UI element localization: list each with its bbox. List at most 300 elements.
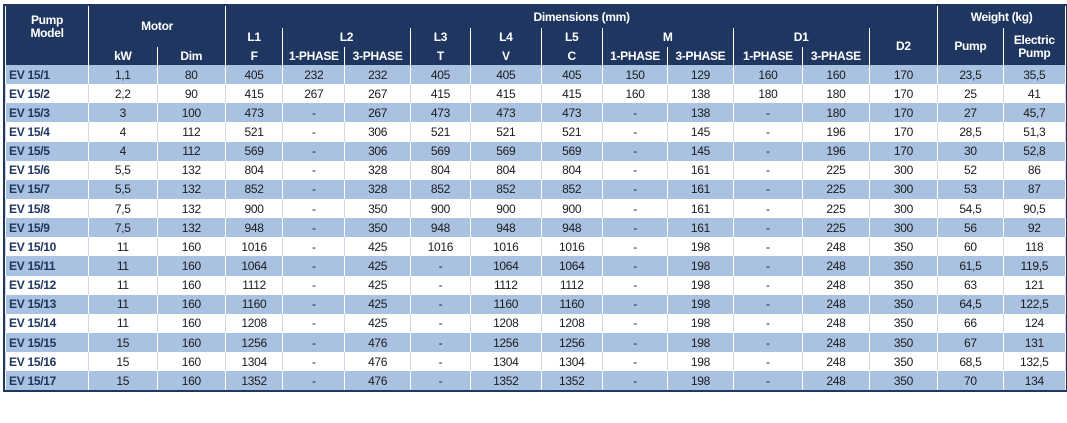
table-cell: 15 (89, 352, 158, 371)
table-cell: 35,5 (1003, 65, 1065, 84)
header-m: M (602, 28, 733, 47)
table-cell: - (410, 352, 470, 371)
table-cell: 306 (345, 142, 410, 161)
table-cell: 129 (668, 65, 733, 84)
table-cell: - (602, 180, 667, 199)
table-cell: - (602, 295, 667, 314)
table-cell: 27 (938, 103, 1003, 122)
cell-pump-model: EV 15/8 (6, 199, 89, 218)
table-cell: 170 (869, 103, 938, 122)
table-row (6, 180, 1066, 199)
table-cell: 30 (938, 142, 1003, 161)
header-t: T (410, 47, 470, 65)
table-cell: - (602, 218, 667, 237)
table-cell: 248 (803, 333, 869, 352)
header-motor: Motor (89, 6, 226, 47)
table-body (6, 65, 1066, 390)
table-cell: 569 (541, 142, 602, 161)
table-cell: 112 (157, 122, 226, 141)
table-cell: 4 (89, 122, 158, 141)
table-cell: 196 (803, 122, 869, 141)
table-cell: - (410, 276, 470, 295)
table-cell: 1256 (541, 333, 602, 352)
header-electric-line1: Electric (1013, 32, 1055, 47)
header-f: F (226, 47, 283, 65)
table-cell: 248 (803, 237, 869, 256)
table-cell: 1352 (541, 371, 602, 390)
header-d1-3phase: 3-PHASE (803, 47, 869, 65)
table-cell: - (733, 295, 803, 314)
table-cell: 68,5 (938, 352, 1003, 371)
table-cell: 425 (345, 276, 410, 295)
table-cell: 70 (938, 371, 1003, 390)
table-cell: 405 (226, 65, 283, 84)
table-cell: 51,3 (1003, 122, 1065, 141)
table-row (6, 218, 1066, 237)
table-cell: 267 (283, 84, 345, 103)
cell-pump-model: EV 15/11 (6, 256, 89, 275)
table-cell: 160 (157, 256, 226, 275)
table-cell: - (602, 122, 667, 141)
header-dim: Dim (157, 47, 226, 65)
table-cell: 425 (345, 237, 410, 256)
table-cell: 569 (410, 142, 470, 161)
table-cell: - (410, 371, 470, 390)
table-cell: - (410, 256, 470, 275)
table-cell: 1064 (226, 256, 283, 275)
table-cell: - (283, 371, 345, 390)
table-cell: - (733, 352, 803, 371)
table-cell: 160 (602, 84, 667, 103)
table-cell: - (602, 142, 667, 161)
cell-pump-model: EV 15/16 (6, 352, 89, 371)
table-cell: - (733, 103, 803, 122)
table-cell: 196 (803, 142, 869, 161)
header-weight-pump: Pump (938, 28, 1003, 65)
table-cell: 41 (1003, 84, 1065, 103)
table-cell: - (733, 314, 803, 333)
table-cell: 170 (869, 122, 938, 141)
table-cell: 248 (803, 256, 869, 275)
table-cell: 90,5 (1003, 199, 1065, 218)
table-cell: 350 (869, 295, 938, 314)
table-cell: 132 (157, 180, 226, 199)
header-d1-1phase: 1-PHASE (733, 47, 803, 65)
table-cell: 119,5 (1003, 256, 1065, 275)
table-cell: - (733, 333, 803, 352)
header-v: V (471, 47, 542, 65)
table-cell: 1208 (226, 314, 283, 333)
table-cell: - (283, 199, 345, 218)
table-cell: 300 (869, 161, 938, 180)
table-cell: 64,5 (938, 295, 1003, 314)
table-cell: 132 (157, 199, 226, 218)
table-cell: 90 (157, 84, 226, 103)
table-cell: 248 (803, 352, 869, 371)
table-cell: 11 (89, 256, 158, 275)
table-cell: - (602, 256, 667, 275)
cell-pump-model: EV 15/2 (6, 84, 89, 103)
table-cell: 25 (938, 84, 1003, 103)
table-cell: 350 (345, 218, 410, 237)
table-cell: 350 (869, 237, 938, 256)
table-cell: 350 (869, 276, 938, 295)
table-cell: 248 (803, 371, 869, 390)
header-pump-model (6, 6, 89, 47)
table-cell: 161 (668, 161, 733, 180)
table-cell: 900 (471, 199, 542, 218)
table-cell: - (733, 180, 803, 199)
table-cell: 45,7 (1003, 103, 1065, 122)
table-cell: 15 (89, 333, 158, 352)
table-cell: 852 (541, 180, 602, 199)
table-cell: 415 (471, 84, 542, 103)
table-cell: 7,5 (89, 218, 158, 237)
table-cell: 804 (410, 161, 470, 180)
table-cell: 11 (89, 276, 158, 295)
header-kw: kW (89, 47, 158, 65)
table-cell: 160 (803, 65, 869, 84)
table-cell: 473 (226, 103, 283, 122)
table-cell: - (410, 333, 470, 352)
table-cell: 1304 (471, 352, 542, 371)
table-cell: 11 (89, 237, 158, 256)
table-cell: 1208 (541, 314, 602, 333)
table-cell: - (283, 180, 345, 199)
table-cell: - (602, 352, 667, 371)
table-cell: - (283, 276, 345, 295)
table-cell: - (283, 122, 345, 141)
table-cell: 160 (157, 237, 226, 256)
table-cell: 63 (938, 276, 1003, 295)
table-cell: 198 (668, 256, 733, 275)
cell-pump-model: EV 15/7 (6, 180, 89, 199)
cell-pump-model: EV 15/3 (6, 103, 89, 122)
table-cell: 232 (345, 65, 410, 84)
table-cell: 521 (226, 122, 283, 141)
table-cell: 160 (157, 333, 226, 352)
table-cell: 1112 (471, 276, 542, 295)
table-cell: 1352 (226, 371, 283, 390)
table-cell: 900 (541, 199, 602, 218)
table-cell: 225 (803, 161, 869, 180)
table-cell: - (733, 256, 803, 275)
table-cell: - (733, 142, 803, 161)
table-row (6, 295, 1066, 314)
table-cell: 7,5 (89, 199, 158, 218)
table-row (6, 352, 1066, 371)
table-cell: 52,8 (1003, 142, 1065, 161)
table-cell: 161 (668, 218, 733, 237)
header-m-1phase: 1-PHASE (602, 47, 667, 65)
table-cell: 350 (869, 352, 938, 371)
table-cell: 948 (410, 218, 470, 237)
table-cell: 1160 (471, 295, 542, 314)
table-row (6, 199, 1066, 218)
header-electric-line2: Pump (1018, 45, 1051, 60)
table-cell: 15 (89, 371, 158, 390)
header-l3: L3 (410, 28, 470, 47)
table-row (6, 276, 1066, 295)
table-cell: - (733, 122, 803, 141)
table-cell: - (733, 161, 803, 180)
table-cell: 54,5 (938, 199, 1003, 218)
table-cell: - (733, 237, 803, 256)
table-cell: 118 (1003, 237, 1065, 256)
table-cell: 160 (157, 371, 226, 390)
table-cell: 328 (345, 161, 410, 180)
table-cell: 180 (803, 84, 869, 103)
table-cell: 852 (226, 180, 283, 199)
table-cell: 132 (157, 218, 226, 237)
table-cell: 350 (869, 371, 938, 390)
cell-pump-model: EV 15/1 (6, 65, 89, 84)
table-cell: 476 (345, 352, 410, 371)
table-row (6, 314, 1066, 333)
table-cell: 1064 (541, 256, 602, 275)
spec-table-container (3, 4, 1067, 392)
table-cell: 415 (226, 84, 283, 103)
table-cell: 160 (157, 276, 226, 295)
table-header (6, 6, 1066, 65)
header-c: C (541, 47, 602, 65)
table-cell: 160 (157, 314, 226, 333)
header-l2: L2 (283, 28, 411, 47)
table-cell: 61,5 (938, 256, 1003, 275)
table-cell: - (733, 276, 803, 295)
table-cell: 248 (803, 276, 869, 295)
table-row (6, 142, 1066, 161)
table-cell: - (283, 161, 345, 180)
header-l5: L5 (541, 28, 602, 47)
table-cell: 160 (157, 352, 226, 371)
table-cell: 132 (157, 161, 226, 180)
table-cell: - (283, 314, 345, 333)
table-cell: 415 (541, 84, 602, 103)
cell-pump-model: EV 15/9 (6, 218, 89, 237)
table-cell: 900 (410, 199, 470, 218)
table-cell: 1064 (471, 256, 542, 275)
table-row (6, 161, 1066, 180)
header-weight: Weight (kg) (938, 6, 1066, 28)
cell-pump-model: EV 15/4 (6, 122, 89, 141)
table-cell: - (733, 218, 803, 237)
table-cell: 52 (938, 161, 1003, 180)
header-dimensions: Dimensions (mm) (226, 6, 938, 28)
table-cell: 473 (410, 103, 470, 122)
table-cell: 1,1 (89, 65, 158, 84)
table-cell: 160 (157, 295, 226, 314)
table-cell: 425 (345, 295, 410, 314)
table-cell: 804 (541, 161, 602, 180)
table-cell: 1112 (226, 276, 283, 295)
table-cell: 180 (733, 84, 803, 103)
table-cell: 11 (89, 295, 158, 314)
table-cell: 804 (226, 161, 283, 180)
table-cell: 306 (345, 122, 410, 141)
table-cell: 521 (410, 122, 470, 141)
table-cell: 5,5 (89, 180, 158, 199)
table-cell: - (283, 333, 345, 352)
table-cell: 124 (1003, 314, 1065, 333)
table-cell: 350 (869, 333, 938, 352)
table-row (6, 256, 1066, 275)
table-cell: - (410, 314, 470, 333)
table-cell: 1112 (541, 276, 602, 295)
table-cell: 225 (803, 180, 869, 199)
table-cell: 2,2 (89, 84, 158, 103)
table-cell: 198 (668, 276, 733, 295)
table-cell: 1304 (226, 352, 283, 371)
table-cell: 1352 (471, 371, 542, 390)
table-cell: 1016 (410, 237, 470, 256)
table-cell: 11 (89, 314, 158, 333)
table-cell: 1160 (541, 295, 602, 314)
table-row (6, 371, 1066, 390)
table-cell: 28,5 (938, 122, 1003, 141)
table-cell: - (410, 295, 470, 314)
table-cell: - (733, 199, 803, 218)
header-l2-3phase: 3-PHASE (345, 47, 410, 65)
table-cell: 23,5 (938, 65, 1003, 84)
table-cell: 350 (869, 256, 938, 275)
table-cell: 415 (410, 84, 470, 103)
table-cell: - (283, 218, 345, 237)
table-cell: 1016 (471, 237, 542, 256)
table-cell: 569 (471, 142, 542, 161)
table-cell: 198 (668, 314, 733, 333)
table-cell: 248 (803, 314, 869, 333)
table-cell: - (602, 333, 667, 352)
table-cell: 328 (345, 180, 410, 199)
table-cell: 198 (668, 333, 733, 352)
table-cell: 405 (541, 65, 602, 84)
table-row (6, 122, 1066, 141)
table-row (6, 237, 1066, 256)
table-cell: 112 (157, 142, 226, 161)
cell-pump-model: EV 15/15 (6, 333, 89, 352)
table-cell: 170 (869, 142, 938, 161)
table-cell: 852 (410, 180, 470, 199)
table-cell: 122,5 (1003, 295, 1065, 314)
table-cell: 121 (1003, 276, 1065, 295)
table-cell: 161 (668, 199, 733, 218)
table-cell: 160 (733, 65, 803, 84)
table-cell: 948 (471, 218, 542, 237)
table-row (6, 65, 1066, 84)
table-cell: 521 (471, 122, 542, 141)
table-cell: 138 (668, 103, 733, 122)
table-cell: 900 (226, 199, 283, 218)
table-cell: 86 (1003, 161, 1065, 180)
table-cell: - (602, 237, 667, 256)
table-cell: 521 (541, 122, 602, 141)
table-cell: 1256 (471, 333, 542, 352)
table-cell: 248 (803, 295, 869, 314)
table-cell: - (283, 237, 345, 256)
table-cell: 198 (668, 295, 733, 314)
table-cell: - (602, 199, 667, 218)
table-cell: 804 (471, 161, 542, 180)
table-cell: - (602, 161, 667, 180)
table-cell: 87 (1003, 180, 1065, 199)
table-cell: 53 (938, 180, 1003, 199)
table-cell: 948 (541, 218, 602, 237)
table-cell: - (602, 103, 667, 122)
table-cell: 1160 (226, 295, 283, 314)
table-cell: 1016 (226, 237, 283, 256)
cell-pump-model: EV 15/6 (6, 161, 89, 180)
table-cell: - (602, 276, 667, 295)
table-cell: - (283, 103, 345, 122)
table-cell: 132,5 (1003, 352, 1065, 371)
table-cell: 569 (226, 142, 283, 161)
table-cell: 180 (803, 103, 869, 122)
table-cell: 170 (869, 65, 938, 84)
table-cell: - (733, 371, 803, 390)
table-cell: 198 (668, 352, 733, 371)
header-pump-model-line1: Pump (30, 12, 64, 27)
header-l2-1phase: 1-PHASE (283, 47, 345, 65)
table-cell: 145 (668, 142, 733, 161)
table-cell: 473 (471, 103, 542, 122)
table-cell: 267 (345, 84, 410, 103)
cell-pump-model: EV 15/13 (6, 295, 89, 314)
table-cell: 1304 (541, 352, 602, 371)
cell-pump-model: EV 15/12 (6, 276, 89, 295)
cell-pump-model: EV 15/5 (6, 142, 89, 161)
table-cell: 60 (938, 237, 1003, 256)
header-d1: D1 (733, 28, 869, 47)
table-cell: 198 (668, 237, 733, 256)
table-cell: 161 (668, 180, 733, 199)
table-cell: 4 (89, 142, 158, 161)
header-pump-model-line2: Model (30, 25, 64, 40)
table-cell: 3 (89, 103, 158, 122)
table-cell: 948 (226, 218, 283, 237)
cell-pump-model: EV 15/17 (6, 371, 89, 390)
table-cell: - (283, 256, 345, 275)
cell-pump-model: EV 15/14 (6, 314, 89, 333)
table-cell: 1208 (471, 314, 542, 333)
table-cell: 134 (1003, 371, 1065, 390)
table-cell: 100 (157, 103, 226, 122)
table-cell: 852 (471, 180, 542, 199)
table-cell: 476 (345, 371, 410, 390)
pump-spec-table (5, 6, 1066, 390)
table-row (6, 333, 1066, 352)
table-cell: 1256 (226, 333, 283, 352)
table-cell: 300 (869, 180, 938, 199)
table-cell: 405 (471, 65, 542, 84)
table-cell: 300 (869, 199, 938, 218)
table-cell: 225 (803, 199, 869, 218)
table-cell: 145 (668, 122, 733, 141)
table-cell: 5,5 (89, 161, 158, 180)
header-d2: D2 (869, 28, 938, 65)
table-cell: 67 (938, 333, 1003, 352)
table-cell: 170 (869, 84, 938, 103)
table-row (6, 84, 1066, 103)
table-cell: 232 (283, 65, 345, 84)
table-cell: 80 (157, 65, 226, 84)
table-cell: - (602, 371, 667, 390)
table-cell: 425 (345, 256, 410, 275)
table-cell: 138 (668, 84, 733, 103)
table-cell: 1016 (541, 237, 602, 256)
table-cell: 225 (803, 218, 869, 237)
table-cell: 150 (602, 65, 667, 84)
